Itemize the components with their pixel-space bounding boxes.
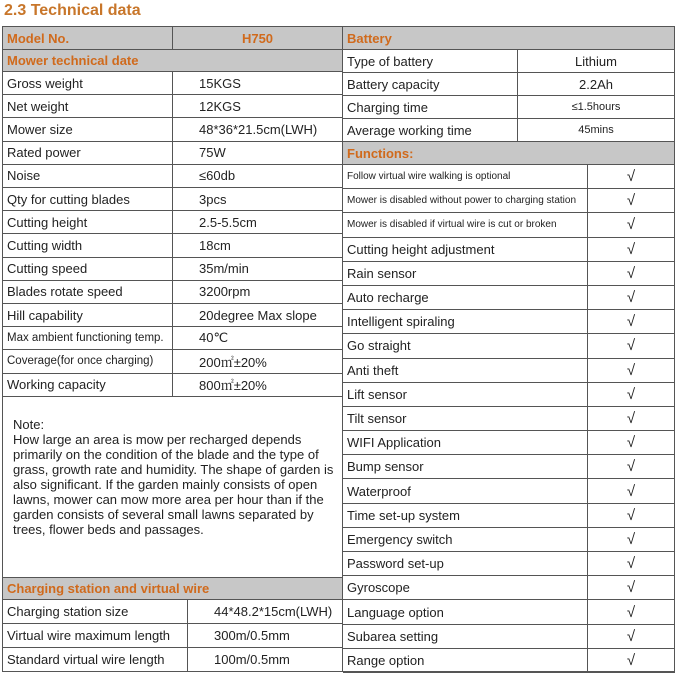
function-label: WIFI Application	[343, 431, 588, 455]
function-check-icon: √	[588, 431, 675, 455]
function-label: Follow virtual wire walking is optional	[343, 165, 588, 189]
function-check-icon: √	[588, 334, 675, 358]
mower-row-value: 3200rpm	[173, 281, 343, 304]
function-check-icon: √	[588, 262, 675, 286]
function-check-icon: √	[588, 479, 675, 503]
mower-row-label: Rated power	[3, 142, 173, 165]
section-title: 2.3 Technical data	[4, 2, 141, 19]
battery-row-value: ≤1.5hours	[518, 96, 675, 119]
battery-row-label: Type of battery	[343, 50, 518, 73]
mower-row-label: Coverage(for once charging)	[3, 350, 173, 373]
tech-data-table	[2, 26, 675, 672]
function-label: Password set-up	[343, 552, 588, 576]
function-label: Tilt sensor	[343, 407, 588, 431]
function-label: Gyroscope	[343, 576, 588, 600]
charging-row-label: Virtual wire maximum length	[3, 624, 188, 648]
function-check-icon: √	[588, 359, 675, 383]
charging-row-label: Standard virtual wire length	[3, 648, 188, 672]
mower-row-label: Hill capability	[3, 304, 173, 327]
function-check-icon: √	[588, 238, 675, 262]
note-box	[3, 397, 343, 578]
model-label: Model No.	[3, 27, 173, 50]
mower-row-value: 800㎡±20%	[173, 374, 343, 397]
mower-row-value: ≤60db	[173, 165, 343, 188]
mower-row-value: 3pcs	[173, 188, 343, 211]
function-check-icon: √	[588, 600, 675, 624]
battery-row-value: 2.2Ah	[518, 73, 675, 96]
battery-header: Battery	[343, 27, 675, 50]
mower-row-value: 75W	[173, 142, 343, 165]
function-check-icon: √	[588, 625, 675, 649]
charging-header: Charging station and virtual wire	[3, 578, 343, 600]
mower-header: Mower technical date	[3, 50, 343, 72]
mower-row-value: 40℃	[173, 327, 343, 350]
mower-row-label: Cutting width	[3, 234, 173, 257]
mower-row-label: Gross weight	[3, 72, 173, 95]
function-label: Intelligent spiraling	[343, 310, 588, 334]
charging-row-value: 300m/0.5mm	[188, 624, 343, 648]
mower-row-value: 35m/min	[173, 258, 343, 281]
function-label: Time set-up system	[343, 504, 588, 528]
function-label: Bump sensor	[343, 455, 588, 479]
function-check-icon: √	[588, 455, 675, 479]
mower-row-label: Noise	[3, 165, 173, 188]
function-label: Language option	[343, 600, 588, 624]
function-label: Mower is disabled without power to charging station	[343, 189, 588, 213]
mower-row-label: Working capacity	[3, 374, 173, 397]
mower-row-label: Net weight	[3, 95, 173, 118]
charging-row-value: 44*48.2*15cm(LWH)	[188, 600, 343, 624]
mower-row-value: 15KGS	[173, 72, 343, 95]
function-label: Auto recharge	[343, 286, 588, 310]
mower-row-label: Mower size	[3, 118, 173, 141]
mower-row-value: 20degree Max slope	[173, 304, 343, 327]
function-label: Rain sensor	[343, 262, 588, 286]
battery-row-value: 45mins	[518, 119, 675, 142]
note-title: Note:	[13, 416, 45, 432]
function-label: Go straight	[343, 334, 588, 358]
battery-row-label: Average working time	[343, 119, 518, 142]
charging-row-label: Charging station size	[3, 600, 188, 624]
mower-row-value: 200㎡±20%	[173, 350, 343, 373]
function-check-icon: √	[588, 213, 675, 237]
mower-row-label: Cutting speed	[3, 258, 173, 281]
function-check-icon: √	[588, 528, 675, 552]
function-check-icon: √	[588, 552, 675, 576]
function-label: Emergency switch	[343, 528, 588, 552]
charging-row-value: 100m/0.5mm	[188, 648, 343, 672]
mower-row-label: Max ambient functioning temp.	[3, 327, 173, 350]
battery-row-value: Lithium	[518, 50, 675, 73]
model-value: H750	[173, 27, 343, 50]
note-text: How large an area is mow per recharged depends primarily on the condition of the blade and the type of grass, growth rate and humidity. The shape of garden is also significant. If the garden mainly consists of open lawns, mower can mow more area per hour than if the garden consists of several small lawns separated by trees, flower beds and passages.	[13, 431, 334, 537]
function-label: Subarea setting	[343, 625, 588, 649]
function-label: Mower is disabled if virtual wire is cut or broken	[343, 213, 588, 237]
mower-row-label: Qty for cutting blades	[3, 188, 173, 211]
mower-row-value: 2.5-5.5cm	[173, 211, 343, 234]
mower-row-value: 12KGS	[173, 95, 343, 118]
function-check-icon: √	[588, 310, 675, 334]
function-label: Lift sensor	[343, 383, 588, 407]
function-label: Range option	[343, 649, 588, 673]
function-check-icon: √	[588, 189, 675, 213]
mower-row-value: 48*36*21.5cm(LWH)	[173, 118, 343, 141]
function-check-icon: √	[588, 576, 675, 600]
function-label: Anti theft	[343, 359, 588, 383]
mower-row-value: 18cm	[173, 234, 343, 257]
function-label: Cutting height adjustment	[343, 238, 588, 262]
function-check-icon: √	[588, 383, 675, 407]
function-check-icon: √	[588, 165, 675, 189]
function-check-icon: √	[588, 649, 675, 673]
mower-row-label: Cutting height	[3, 211, 173, 234]
function-check-icon: √	[588, 407, 675, 431]
battery-row-label: Charging time	[343, 96, 518, 119]
mower-row-label: Blades rotate speed	[3, 281, 173, 304]
function-check-icon: √	[588, 286, 675, 310]
function-check-icon: √	[588, 504, 675, 528]
battery-row-label: Battery capacity	[343, 73, 518, 96]
functions-header: Functions:	[343, 142, 675, 165]
function-label: Waterproof	[343, 479, 588, 503]
